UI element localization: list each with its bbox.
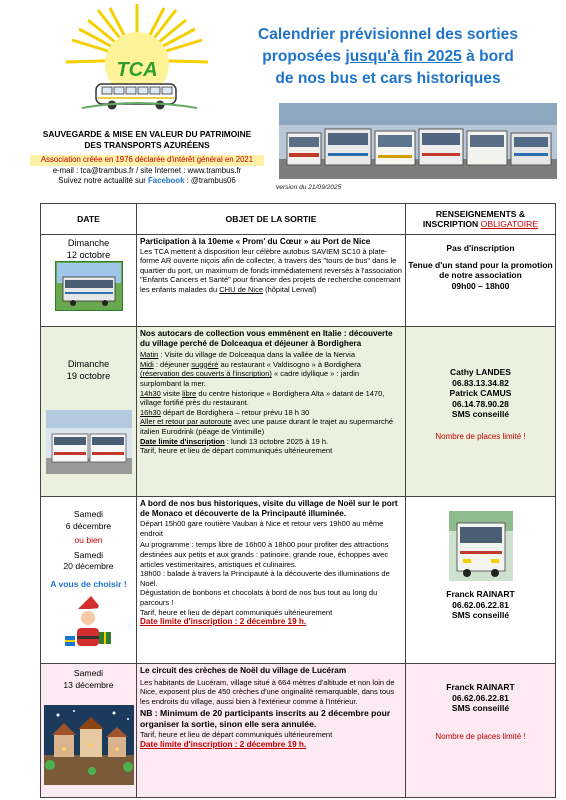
row2-noon-label: Midi xyxy=(140,359,154,369)
row2-1430-free: libre xyxy=(182,388,197,398)
contact-email[interactable]: e-mail : tca@trambus.fr / site Internet : www.trambus.fr xyxy=(52,165,242,175)
col-header-info-line2: INSCRIPTION xyxy=(422,219,479,229)
row3-program: Au programme : temps libre de 16h00 à 18h00 pour profiter des attractions destinées aux petits et aux grands : patinoire, grande roue, échoppes avec articles vestimentaires, artistiques et culinaires. xyxy=(140,540,389,569)
table-header-row xyxy=(41,204,556,235)
heritage-line-2: DES TRANSPORTS AZURÉENS xyxy=(84,140,210,150)
row3-walk: 18h00 : balade à travers la Principauté à la découverte des illuminations de Noël. xyxy=(140,569,390,588)
row1-text-chu: CHU de Nice xyxy=(219,284,263,294)
row2-contact-2: Patrick CAMUS xyxy=(449,388,512,398)
row2-noon-booking: (réservation des couverts à l'inscription) xyxy=(140,369,272,379)
row2-deadline-label: Date limite d'inscription xyxy=(140,436,225,446)
heritage-title xyxy=(30,129,264,151)
row4-tarif: Tarif, heure et lieu de départ communiqués ultérieurement xyxy=(140,730,333,740)
row2-deadline: : lundi 13 octobre 2025 à 19 h. xyxy=(224,436,329,446)
row2-morning: : Visite du village de Dolceaqua dans la vallée de la Nervia xyxy=(158,350,355,360)
version-date: version du 21/09/2025 xyxy=(276,184,342,191)
row3-day-1: Samedi xyxy=(73,509,104,519)
title-line-3: de nos bus et cars historiques xyxy=(275,70,501,87)
row2-motorway-label: Aller et retour par autoroute xyxy=(140,417,232,427)
row3-deadline: Date limite d'inscription : 2 décembre 19 h. xyxy=(140,617,307,627)
row3-heading: A bord de nos bus historiques, visite du village de Noël sur le port de Monaco et découverte de la Principauté illuminée. xyxy=(140,499,398,518)
row1-info-no-registration: Pas d'inscription xyxy=(446,243,515,253)
row4-day: Samedi xyxy=(73,668,104,678)
col-header-date: DATE xyxy=(41,204,137,235)
row4-object-cell xyxy=(137,664,406,798)
bus-photo-row3 xyxy=(449,511,513,581)
row2-date: 19 octobre xyxy=(66,370,111,381)
title-line-2-pre: proposées xyxy=(262,48,346,65)
row1-day: Dimanche xyxy=(67,238,110,248)
outings-table xyxy=(40,203,556,798)
row2-info-cell xyxy=(406,327,556,497)
row4-date: 13 décembre xyxy=(63,679,114,690)
bus-fleet-photo xyxy=(279,103,557,179)
association-info xyxy=(30,155,264,187)
heritage-line-1: SAUVEGARDE & MISE EN VALEUR DU PATRIMOINE xyxy=(42,129,252,139)
row3-date-cell xyxy=(41,497,137,664)
col-header-object: OBJET DE LA SORTIE xyxy=(137,204,406,235)
facebook-handle: : @trambus06 xyxy=(186,176,236,185)
row2-noon-d: « cadre idyllique » : jardin surplombant la mer. xyxy=(140,369,360,388)
row4-phone[interactable]: 06.62.06.22.81 xyxy=(452,692,509,703)
title-line-2 xyxy=(225,46,551,68)
row4-info-cell xyxy=(406,664,556,798)
row3-date-2: 20 décembre xyxy=(63,561,114,571)
row2-noon-suggested: suggéré xyxy=(191,359,219,369)
row3-tasting: Dégustation de bonbons et chocolats à bord de nos bus tout au long du parcours ! xyxy=(140,588,378,607)
row4-heading: Le circuit des crèches de Noël du village de Lucéram xyxy=(140,666,347,675)
row2-date-cell xyxy=(41,327,137,497)
page-header xyxy=(0,0,566,200)
row1-heading: Participation à la 10eme « Prom' du Cœur » au Port de Nice xyxy=(140,237,371,246)
row2-noon-b: au restaurant « Valdisogno » à Bordighera xyxy=(218,359,361,369)
row3-date-1: 6 décembre xyxy=(65,520,112,531)
row3-info-cell xyxy=(406,497,556,664)
col-header-info xyxy=(406,204,556,235)
row3-contact: Franck RAINART xyxy=(446,589,515,599)
facebook-label: Suivez notre actualité sur xyxy=(58,176,146,185)
page-title xyxy=(225,24,551,90)
santa-claus-image xyxy=(61,594,117,652)
tca-logo xyxy=(62,2,212,114)
row2-1430-a: visite xyxy=(160,388,183,398)
row1-text: Les TCA mettent à disposition leur célèbre autobus SAVIEM SC10 à plate-forme AR ouverte niçois afin de collecter, à travers des "tours de bus" dans le quartier du port, un maximum de fonds immédiatement reversés à l'association "Enfants Cancers et Santé" pour financer des projets de recherche concernant les enfants malades du xyxy=(140,246,402,294)
row2-contact-1: Cathy LANDES xyxy=(450,367,511,377)
table-row xyxy=(41,327,556,497)
row1-object-cell xyxy=(137,235,406,327)
row3-phone[interactable]: 06.62.06.22.81 xyxy=(452,599,509,610)
row3-tarif: Tarif, heure et lieu de départ communiqués ultérieurement xyxy=(140,607,333,617)
row4-date-cell xyxy=(41,664,137,798)
col-header-info-mandatory: OBLIGATOIRE xyxy=(480,219,539,229)
row1-info-stand: Tenue d'un stand pour la promotion de notre association xyxy=(408,259,553,280)
row3-object-cell xyxy=(137,497,406,664)
coach-photo-row2 xyxy=(46,410,132,474)
row3-day-2: Samedi xyxy=(73,549,104,560)
facebook-word: Facebook xyxy=(148,176,185,185)
row2-object-cell xyxy=(137,327,406,497)
table-row xyxy=(41,235,556,327)
row2-1630: départ de Bordighera – retour prévu 18 h 30 xyxy=(160,407,310,417)
row3-choose: A vous de choisir ! xyxy=(50,578,127,589)
col-header-info-line1: RENSEIGNEMENTS & xyxy=(435,209,526,219)
row3-or: ou bien xyxy=(74,535,103,545)
row3-sms: SMS conseillé xyxy=(451,610,510,620)
title-line-2-post: à bord xyxy=(461,48,514,65)
row2-day: Dimanche xyxy=(67,359,110,369)
facebook-line[interactable] xyxy=(30,176,264,187)
row2-motorway: avec une pause durant le trajet au supermarché italien Eurodrink (péage de Vintimille) xyxy=(140,417,394,436)
row3-departure: Départ 15h00 gare routière Vauban à Nice et retour vers 19h00 au même endroit xyxy=(140,519,384,538)
association-created: Association créée en 1976 déclarée d'intérêt général en 2021 xyxy=(30,155,264,166)
row1-date: 12 octobre xyxy=(66,249,111,260)
row2-phone-1[interactable]: 06.83.13.34.82 xyxy=(452,377,509,388)
title-line-2-underlined: jusqu'à fin 2025 xyxy=(345,48,462,65)
table-row xyxy=(41,664,556,798)
title-line-1: Calendrier prévisionnel des sorties xyxy=(258,26,518,43)
table-row xyxy=(41,497,556,664)
row2-tarif: Tarif, heure et lieu de départ communiqués ultérieurement xyxy=(140,446,333,456)
row2-phone-2[interactable]: 06.14.78.90.28 xyxy=(452,398,509,409)
row4-sms: SMS conseillé xyxy=(451,703,510,713)
row4-contact: Franck RAINART xyxy=(446,682,515,692)
nativity-scene-image xyxy=(44,705,134,785)
row4-deadline: Date limite d'inscription : 2 décembre 19 h. xyxy=(140,739,307,749)
row4-description: Les habitants de Lucéram, village situé à 664 mètres d'altitude et non loin de Nice, exposent plus de 450 crèches d'une originalité remarquable, dans tous les endroits du village, aussi bien à l'extérieur comme à l'intérieur. xyxy=(140,677,395,706)
row2-1630-label: 16h30 xyxy=(140,407,161,417)
row1-info-hours: 09h00 – 18h00 xyxy=(451,280,510,291)
row4-minimum-note: NB : Minimum de 20 participants inscrits au 2 décembre pour organiser la sortie, sinon elle sera annulée. xyxy=(140,708,391,730)
svg-text:TCA: TCA xyxy=(116,59,158,81)
row1-text-end: (hôpital Lenval) xyxy=(265,284,317,294)
row2-noon-a: : déjeuner xyxy=(153,359,192,369)
row1-info-cell xyxy=(406,235,556,327)
row2-sms: SMS conseillé xyxy=(451,409,510,419)
row2-1430-label: 14h30 xyxy=(140,388,161,398)
row2-heading: Nos autocars de collection vous emmènent en Italie : découverte du village perché de Dolceaqua et déjeuner à Bordighera xyxy=(140,329,393,348)
bus-photo-row1 xyxy=(55,261,123,311)
row1-date-cell xyxy=(41,235,137,327)
row4-places-limited: Nombre de places limité ! xyxy=(435,731,526,741)
row2-1430-b: du centre historique « Bordighera Alta » datant de 1470, village fortifié près du restaurant. xyxy=(140,388,385,408)
row2-morning-label: Matin xyxy=(140,350,159,360)
row2-places-limited: Nombre de places limité ! xyxy=(435,431,526,441)
